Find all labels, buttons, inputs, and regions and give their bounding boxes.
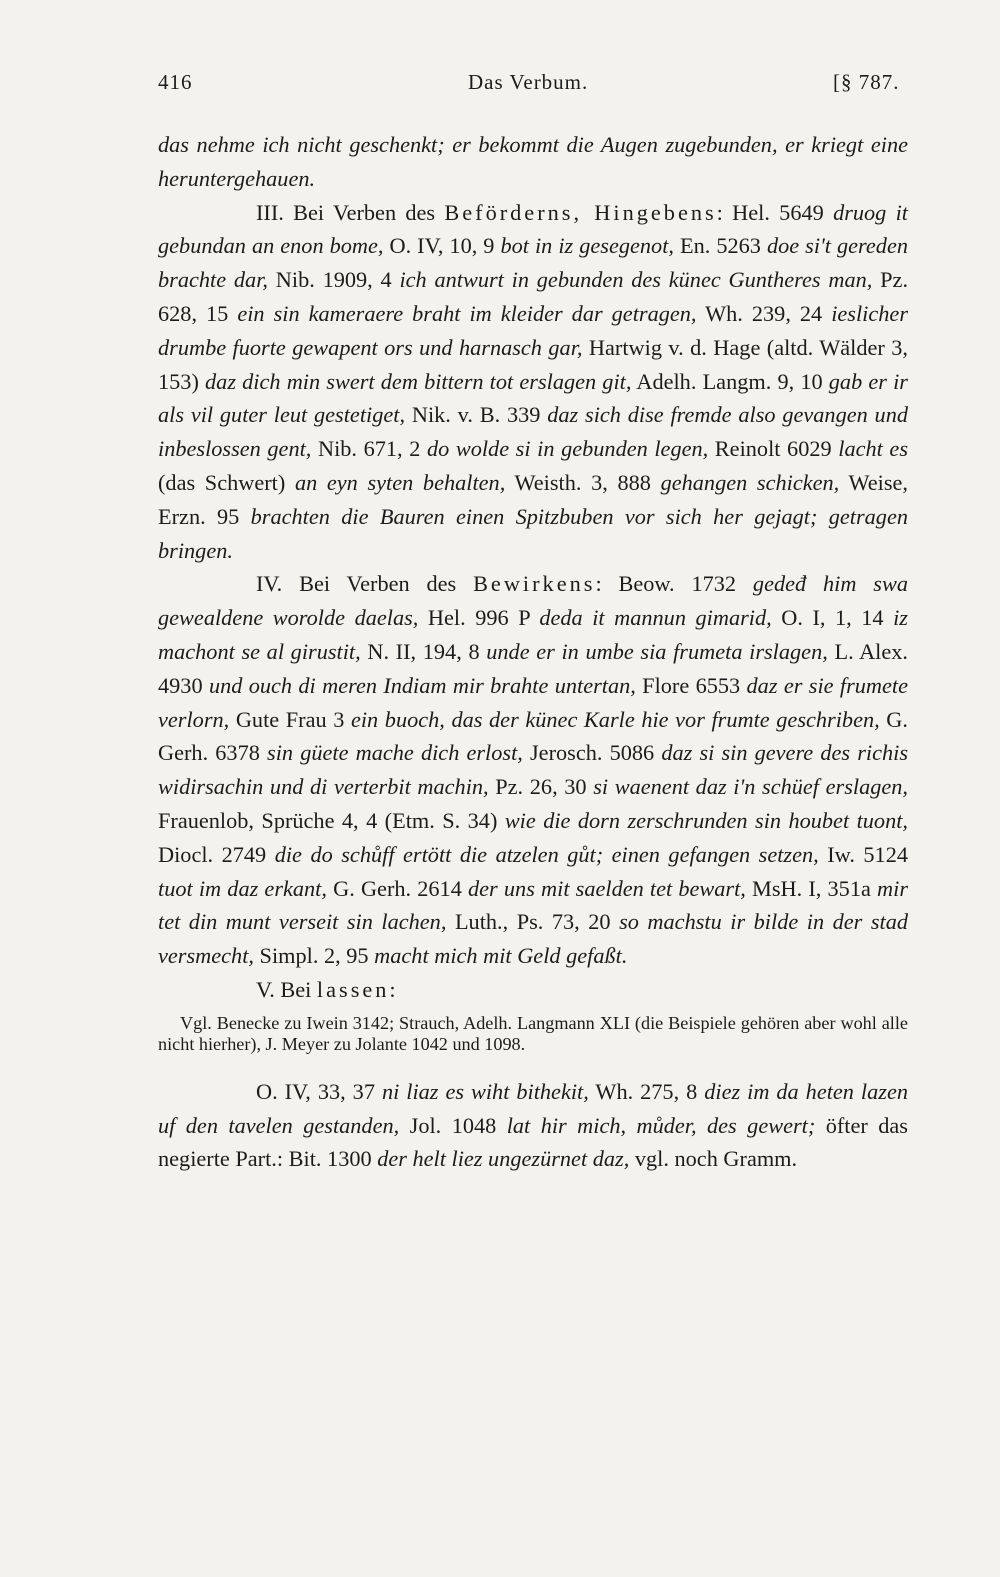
paragraph-section-v: V. Bei lassen: xyxy=(256,976,396,1002)
spaced-keyword: Bewirkens xyxy=(473,571,596,597)
small-print-note: Vgl. Benecke zu Iwein 3142; Strauch, Adelh. Langmann XLI (die Beispiele gehören aber wohl alle nicht hierher), J. Meyer zu Jolante 1042 und 1098. xyxy=(158,1012,908,1055)
section-number: [§ 787. xyxy=(833,70,900,94)
spaced-keyword: lassen xyxy=(316,976,390,1002)
page-number: 416 xyxy=(158,70,193,94)
running-title: Das Verbum. xyxy=(468,70,589,94)
main-text xyxy=(158,128,908,1176)
paragraph-section-iii: III. Bei Verben des Beförderns, Hingebens: Hel. 5649 druog it gebundan an enon bome, O. IV, 10, 9 bot in iz gesegenot, En. 5263 doe si't gereden brachte dar, Nib. 1909, 4 ich antwurt in gebunden des künec Guntheres man, Pz. 628, 15 ein sin kameraere braht im kleider dar getragen, Wh. 239, 24 ieslicher drumbe fuorte gewapent ors und harnasch gar, Hartwig v. d. Hage (altd. Wälder 3, 153) daz dich min swert dem bittern tot erslagen git, Adelh. Langm. 9, 10 gab er ir als vil guter leut gestetiget, Nik. v. B. 339 daz sich dise fremde also gevangen und inbeslossen gent, Nib. 671, 2 do wolde si in gebunden legen, Reinolt 6029 lacht es (das Schwert) an eyn syten behalten, Weisth. 3, 888 gehangen schicken, Weise, Erzn. 95 brachten die Bauren einen Spitzbuben vor sich her gejagt; getragen bringen. xyxy=(158,199,909,563)
spaced-keyword: Beförderns, Hingebens xyxy=(444,199,717,225)
paragraph-continuation-v: O. IV, 33, 37 ni liaz es wiht bithekit, Wh. 275, 8 diez im da heten lazen uf den tavelen gestanden, Jol. 1048 lat hir mich, můder, des gewert; öfter das negierte Part.: Bit. 1300 der helt liez ungezürnet daz, vgl. noch Gramm. xyxy=(158,1078,908,1172)
paragraph-continuation: das nehme ich nicht geschenkt; er bekommt die Augen zugebunden, er kriegt eine heruntergehauen. xyxy=(158,132,908,191)
paragraph-section-iv: IV. Bei Verben des Bewirkens: Beow. 1732 gedeđ him swa gewealdene worolde daelas, Hel. 996 P deda it mannun gimarid, O. I, 1, 14 iz machont se al girustit, N. II, 194, 8 unde er in umbe sia frumeta irslagen, L. Alex. 4930 und ouch di meren Indiam mir brahte untertan, Flore 6553 daz er sie frumete verlorn, Gute Frau 3 ein buoch, das der künec Karle hie vor frumte geschriben, G. Gerh. 6378 sin güete mache dich erlost, Jerosch. 5086 daz si sin gevere des richis widirsachin und di verterbit machin, Pz. 26, 30 si waenent daz i'n schüef erslagen, Frauenlob, Sprüche 4, 4 (Etm. S. 34) wie die dorn zerschrunden sin houbet tuont, Diocl. 2749 die do schůff ertött die atzelen gůt; einen gefangen setzen, Iw. 5124 tuot im daz erkant, G. Gerh. 2614 der uns mit saelden tet bewart, MsH. I, 351a mir tet din munt verseit sin lachen, Luth., Ps. 73, 20 so machstu ir bilde in der stad versmecht, Simpl. 2, 95 macht mich mit Geld gefaßt. xyxy=(158,571,909,969)
